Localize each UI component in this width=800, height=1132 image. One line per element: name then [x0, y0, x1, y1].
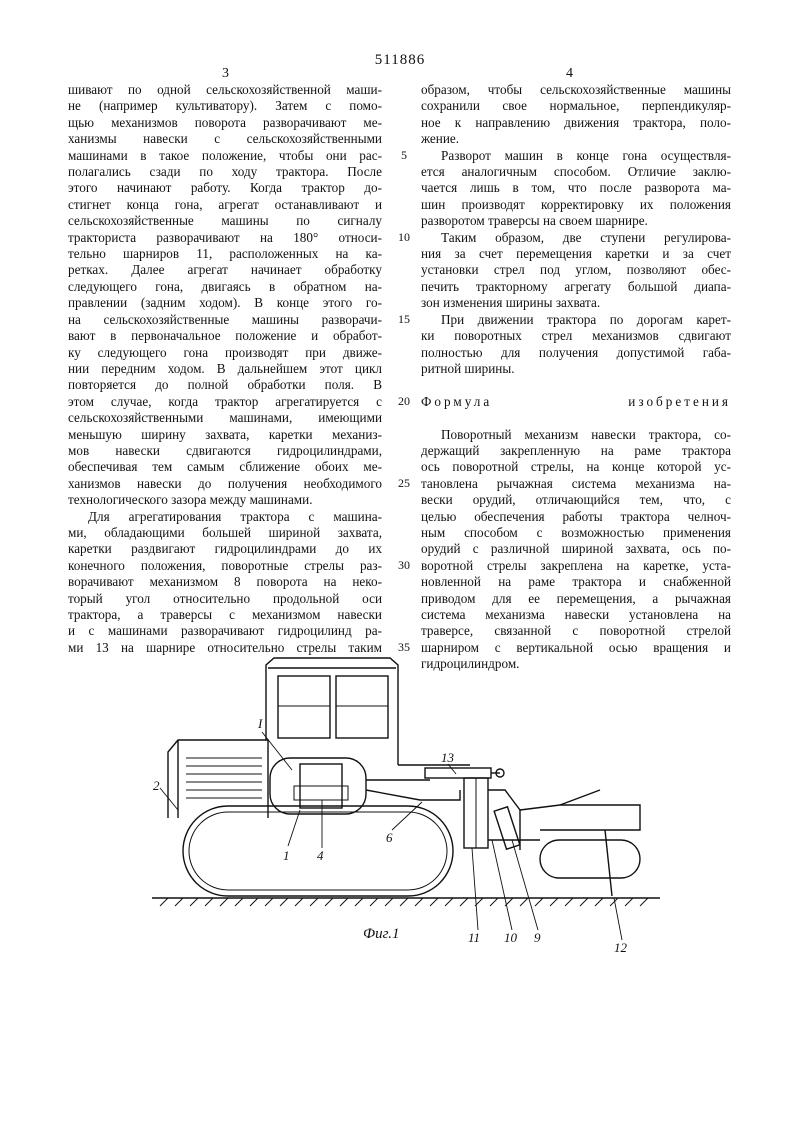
text-line: приводом для ее перемещения, а рычажная [421, 590, 731, 606]
text-line: шивают по одной сельскохозяйственной маши- [68, 82, 382, 97]
line-number: 10 [398, 229, 410, 244]
text-line: конечного положения, поворотные стрелы раз- [68, 557, 382, 573]
label-9: 9 [534, 930, 541, 945]
text-line: образом, чтобы сельскохозяйственные машины [421, 82, 731, 97]
text-line: ретках. Далее агрегат начинает обработку [68, 262, 382, 278]
cab-window-left [278, 676, 330, 738]
text-line: жение. [421, 131, 460, 147]
text-line: ханизмов навески до получения необходимого [68, 475, 382, 491]
label-1: 1 [283, 848, 290, 863]
label-13: 13 [441, 750, 454, 765]
text-line: торый угол относительно продольной оси [68, 590, 382, 606]
cab-window-right [336, 676, 388, 738]
text-line: траверсе, связанной с поворотной стрелой [421, 623, 731, 639]
text-line: мов навески сдвигаются гидроцилиндрами, [68, 442, 382, 458]
cab-body [266, 658, 398, 765]
text-line: правлении (задним ходом). В конце этого го- [68, 295, 382, 311]
text-line: обеспечивая тем самым сближение обоих ме- [68, 459, 382, 475]
text-line: ное к направлению движения трактора, поло- [421, 114, 731, 130]
line-number: 5 [401, 147, 407, 162]
text-line: тановлена рычажная система механизма на- [421, 475, 731, 491]
ground-hatching [160, 898, 648, 906]
text-line: ми 13 на шарнире относительно стрелы таким [68, 639, 382, 655]
text-line [421, 377, 731, 393]
text-line: новленной на раме трактора и снабженной [421, 574, 731, 590]
label-2: 2 [153, 778, 160, 793]
text-line: ется аналогичным способом. Отличие заклю- [421, 164, 731, 180]
text-line: шарниром с вертикальной осью вращения и [421, 639, 731, 655]
text-line: держащий закрепленную на раме трактора [421, 442, 731, 458]
carriage-rail [294, 786, 348, 800]
text-line: машинами в такое положение, чтобы они рас- [68, 147, 382, 163]
hitch-link [494, 807, 520, 849]
text-line: на сельскохозяйственные машины разворачи- [68, 311, 382, 327]
text-line: сохранили свое нормальное, перпендикуляр- [421, 98, 731, 114]
text-line: каретки раздвигают гидроцилиндрами до их [68, 541, 382, 557]
text-line: не (например культиватору). Затем с помо- [68, 98, 382, 114]
text-line: полагались сзади по ходу трактора. После [68, 164, 382, 180]
text-line: трактора, а траверсы с механизмом навески [68, 607, 382, 622]
label-11: 11 [468, 930, 481, 945]
text-line: повторяется до полной обработки поля. В [68, 377, 382, 393]
text-line: ми, обладающими большей шириной захвата, [68, 524, 382, 540]
implement-wheel [540, 840, 640, 878]
text-line: установки стрел под углом, позволяют обес- [421, 262, 731, 278]
text-line: разворотом траверсы на своем шарнире. [421, 213, 648, 229]
text-line: шин производят корректировку их положения [421, 196, 731, 212]
line-number: 30 [398, 557, 410, 572]
text-line: меньшую ширину захвата, каретки механиз- [68, 426, 382, 442]
text-line: целью обеспечения работы трактора челноч- [421, 508, 731, 524]
line-number: 25 [398, 475, 410, 490]
text-line: щью механизмов поворота разворачивают ме- [68, 114, 382, 130]
text-line: этого начинают работу. Когда трактор до- [68, 180, 382, 196]
text-line: Таким образом, две ступени регулирова- [441, 229, 731, 245]
text-line: сельскохозяйственные машины по сигналу [68, 213, 382, 229]
hydraulic-cylinder [425, 768, 491, 778]
column-number-left: 3 [222, 66, 229, 81]
section-heading: Формула изобретения [421, 393, 731, 409]
text-line: ритной ширины. [421, 360, 515, 376]
text-line: зон изменения ширины захвата. [421, 295, 601, 311]
text-line: ки поворотных стрел механизмов сдвигают [421, 328, 731, 344]
line-number: 20 [398, 393, 410, 408]
text-line: сельскохозяйственными машинами, имеющими [68, 410, 382, 426]
text-line: этом случае, когда трактор агрегатируется с [68, 393, 382, 409]
text-line: Разворот машин в конце гона осуществля- [441, 147, 731, 163]
text-line: ворачивают механизмом 8 поворота на неко- [68, 574, 382, 590]
text-line: система механизма навески установлена на [421, 607, 731, 622]
text-line: ханизмы навески с сельскохозяйственными [68, 131, 382, 147]
patent-number: 511886 [374, 52, 426, 68]
tractor-figure [0, 640, 800, 970]
line-number: 35 [398, 639, 410, 654]
text-line: и с машинами разворачивают гидроцилинд ра- [68, 623, 382, 639]
label-10: 10 [504, 930, 517, 945]
text-line: ось поворотной стрелы, на конце которой ус- [421, 459, 731, 475]
text-line: Для агрегатирования трактора с машина- [88, 508, 382, 524]
text-line: тракториста разворачивают на 180° относи- [68, 229, 382, 245]
text-line [421, 410, 731, 426]
radiator-grille [186, 758, 262, 798]
text-line: Поворотный механизм навески трактора, со- [441, 426, 731, 442]
left-text-column [68, 82, 382, 656]
label-roman-1: I [258, 716, 263, 731]
right-text-column [421, 82, 731, 673]
text-line: орудий с различной шириной захвата, ось по- [421, 541, 731, 557]
label-12: 12 [614, 940, 627, 955]
line-number: 15 [398, 311, 410, 326]
column-number-right: 4 [566, 66, 573, 81]
text-line: гидроцилиндром. [421, 656, 520, 672]
text-line: технологического зазора между машинами. [68, 492, 313, 508]
label-6: 6 [386, 830, 393, 845]
text-line: чается лишь в том, что после разворота ма- [421, 180, 731, 196]
label-4: 4 [317, 848, 324, 863]
implement-frame [520, 805, 640, 830]
figure-caption: Фиг.1 [363, 926, 400, 942]
text-line: стигнет конца гона, агрегат останавливают и [68, 196, 382, 212]
text-line: следующего гона, двигаясь в обратном на- [68, 278, 382, 294]
text-line: тельно шарниров 11, расположенных на ка- [68, 246, 382, 262]
text-line: При движении трактора по дорогам карет- [441, 311, 731, 327]
text-line: ным способом с возможностью применения [421, 524, 731, 540]
text-line: полностью для получения допустимой габа- [421, 344, 731, 360]
text-line: печить тракторному агрегату большой диапа- [421, 278, 731, 294]
text-line: вают в первоначальное положение и обработ- [68, 328, 382, 344]
text-line: ния за счет перемещения каретки и за счет [421, 246, 731, 262]
text-line: ку следующего гона производят при движе- [68, 344, 382, 360]
frame-lower [366, 790, 460, 800]
text-line: воротной стрелы закреплена на каретке, уста- [421, 557, 731, 573]
text-line: нии передним ходом. В дальнейшем этот цикл [68, 360, 382, 376]
text-line: вески орудий, отличающийся тем, что, с [421, 492, 731, 508]
